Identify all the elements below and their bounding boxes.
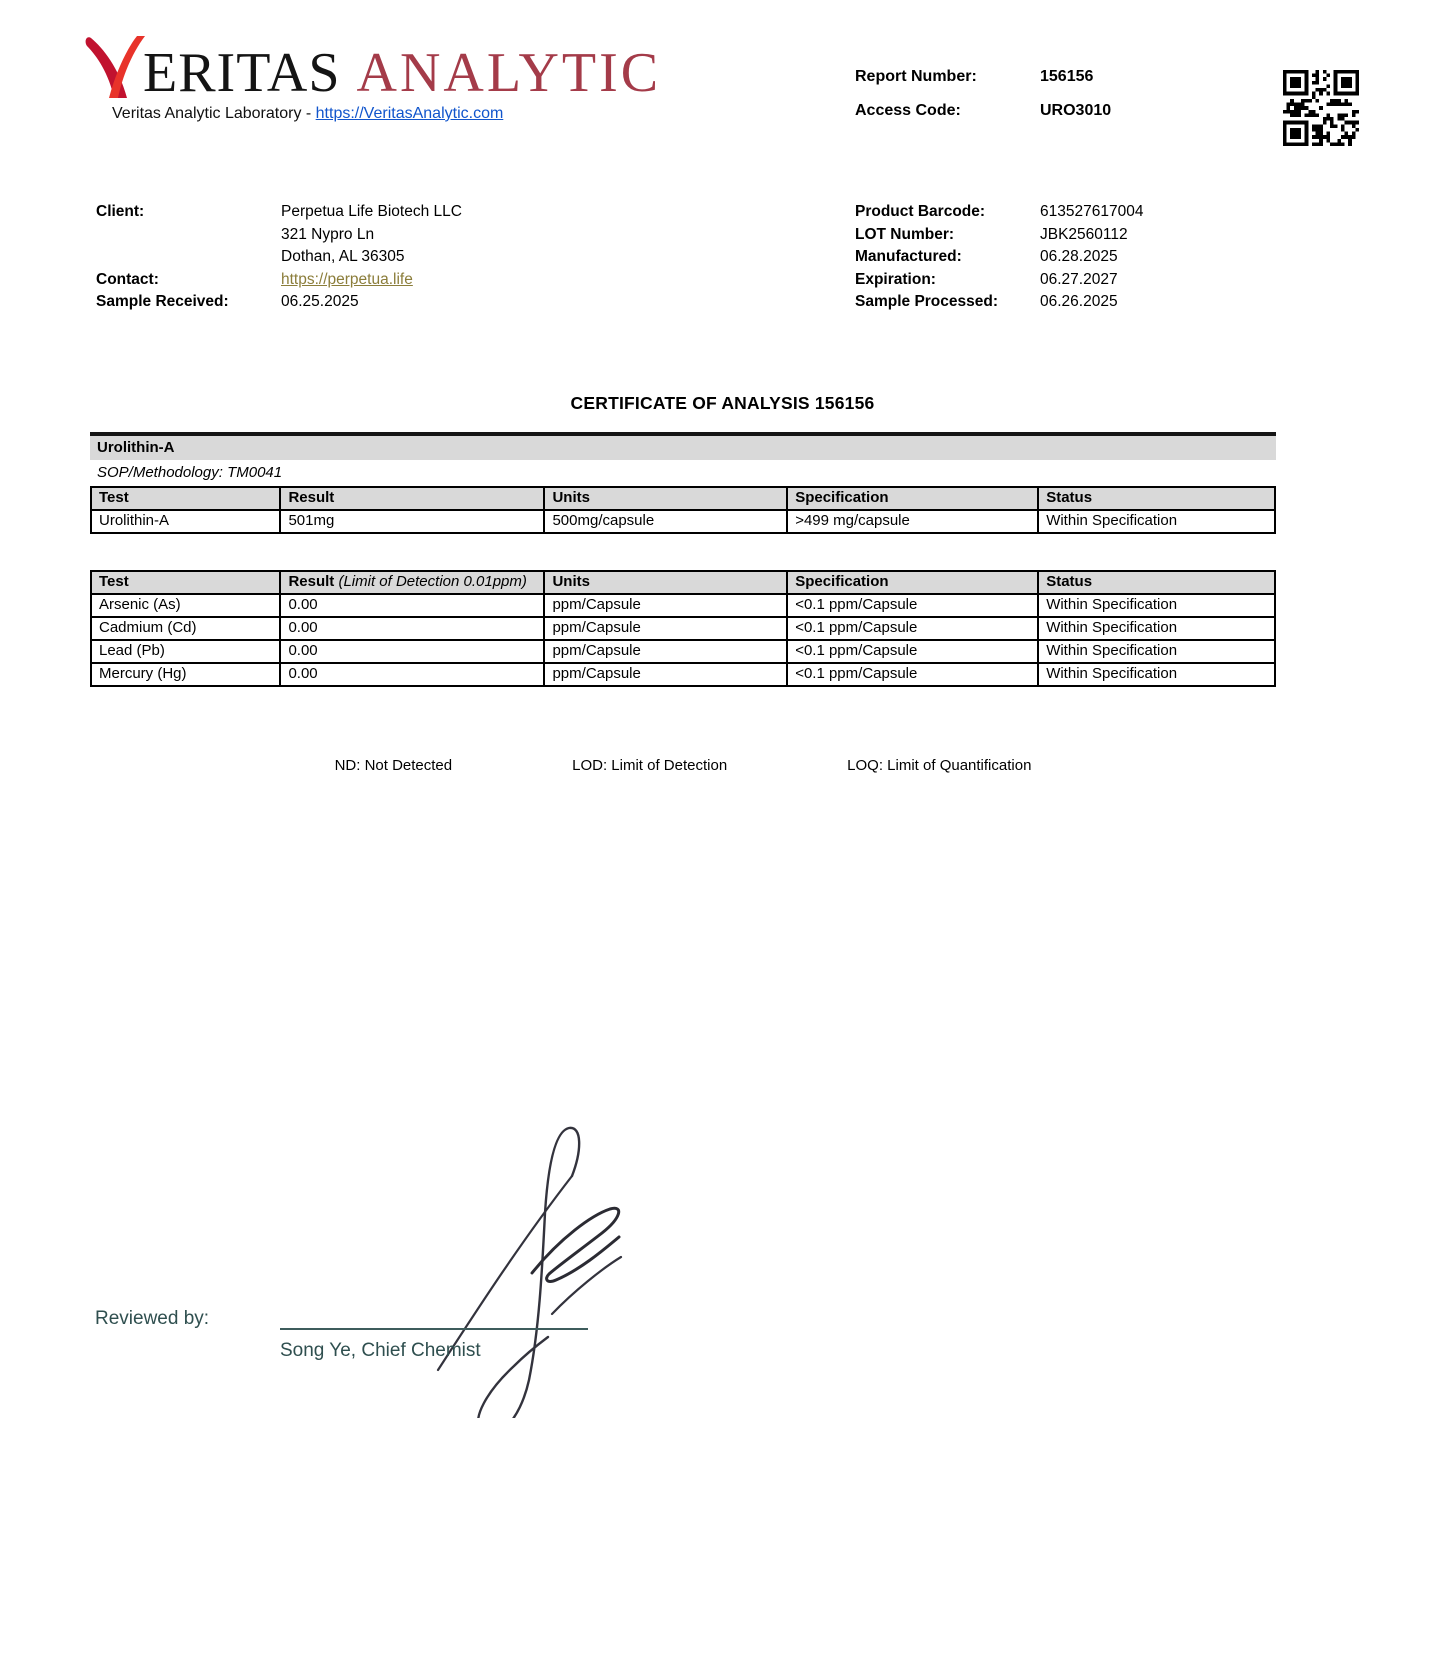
product-barcode-label: Product Barcode: [855,203,986,220]
tagline-prefix: Veritas Analytic Laboratory - [112,105,316,122]
col-header-units: Units [544,571,787,594]
logo-text-veritas: ERITAS [143,41,341,104]
col-header-test: Test [91,487,280,510]
veritas-v-logo-icon [85,34,149,100]
section-header-urolithin-a: Urolithin-A [90,432,1276,460]
manufactured-value: 06.28.2025 [1040,248,1118,265]
client-name: Perpetua Life Biotech LLC [281,203,462,220]
cell-specification: >499 mg/capsule [787,510,1038,533]
qr-code-icon [1283,70,1359,146]
cell-status: Within Specification [1038,617,1275,640]
cell-test: Lead (Pb) [91,640,280,663]
table-header-row [91,571,1275,594]
logo-text-analytic: ANALYTIC [356,41,662,104]
signature-line [280,1294,588,1330]
lot-number-value: JBK2560112 [1040,225,1128,243]
cell-result: 0.00 [280,663,544,686]
sample-received-label: Sample Received: [96,293,229,310]
legend-nd: ND: Not Detected [334,757,453,774]
lot-number-label: LOT Number: [855,225,955,243]
cell-test: Cadmium (Cd) [91,617,280,640]
col-header-status: Status [1038,571,1275,594]
table-row-mercury [91,663,1275,686]
col-header-specification: Specification [787,487,1038,510]
client-address-line2: Dothan, AL 36305 [281,248,405,265]
col-header-result: Result [280,487,544,510]
limit-of-detection-note: (Limit of Detection 0.01ppm) [338,573,527,590]
table-row-arsenic [91,594,1275,617]
cell-units: 500mg/capsule [544,510,787,533]
lab-website-link[interactable]: https://VeritasAnalytic.com [315,105,504,122]
product-barcode-value: 613527617004 [1040,203,1144,220]
cell-specification: <0.1 ppm/Capsule [787,594,1038,617]
cell-units: ppm/Capsule [544,640,787,663]
cell-result: 0.00 [280,640,544,663]
access-code-label: Access Code: [855,102,961,119]
cell-status: Within Specification [1038,640,1275,663]
col-header-specification: Specification [787,571,1038,594]
cell-status: Within Specification [1038,510,1275,533]
cell-status: Within Specification [1038,594,1275,617]
cell-specification: <0.1 ppm/Capsule [787,640,1038,663]
col-header-status: Status [1038,487,1275,510]
contact-label: Contact: [96,270,159,288]
cell-specification: <0.1 ppm/Capsule [787,617,1038,640]
col-header-units: Units [544,487,787,510]
company-logo [85,34,662,104]
cell-units: ppm/Capsule [544,594,787,617]
cell-result: 501mg [280,510,544,533]
manufactured-label: Manufactured: [855,248,962,265]
cell-result: 0.00 [280,594,544,617]
signer-name: Song Ye, Chief Chemist [280,1340,481,1361]
table-header-row [91,487,1275,510]
col-header-result: Result (Limit of Detection 0.01ppm) [280,571,544,594]
cell-status: Within Specification [1038,663,1275,686]
sample-processed-label: Sample Processed: [855,293,999,310]
access-code-value: URO3010 [1040,102,1112,119]
client-address-line1: 321 Nypro Ln [281,225,375,243]
cell-specification: <0.1 ppm/Capsule [787,663,1038,686]
report-number-label: Report Number: [855,68,977,85]
product-info-block [855,201,1143,314]
cell-units: ppm/Capsule [544,663,787,686]
sample-received-value: 06.25.2025 [281,293,359,310]
table-row-lead [91,640,1275,663]
expiration-label: Expiration: [855,270,936,288]
heavy-metals-table [90,570,1276,687]
reviewed-by-label: Reviewed by: [95,1308,210,1329]
client-website-link[interactable]: https://perpetua.life [281,270,413,288]
client-label: Client: [96,203,145,220]
cell-test: Arsenic (As) [91,594,280,617]
cell-test: Urolithin-A [91,510,280,533]
col-header-test: Test [91,571,280,594]
table-row [91,510,1275,533]
sample-processed-value: 06.26.2025 [1040,293,1118,310]
cell-result: 0.00 [280,617,544,640]
cell-units: ppm/Capsule [544,617,787,640]
handwritten-signature [420,1118,630,1418]
legend-lod: LOD: Limit of Detection [572,757,728,774]
legend-loq: LOQ: Limit of Quantification [847,757,1032,774]
abbreviation-legend [90,757,1276,774]
sop-methodology-line: SOP/Methodology: TM0041 [97,464,283,481]
lab-tagline [112,105,503,123]
urolithin-results-table [90,486,1276,534]
client-info-block [96,201,462,314]
table-row-cadmium [91,617,1275,640]
report-number-value: 156156 [1040,68,1094,85]
certificate-body [90,432,1276,687]
certificate-title: CERTIFICATE OF ANALYSIS 156156 [570,393,875,413]
report-info [855,68,1111,136]
expiration-value: 06.27.2027 [1040,270,1118,288]
cell-test: Mercury (Hg) [91,663,280,686]
